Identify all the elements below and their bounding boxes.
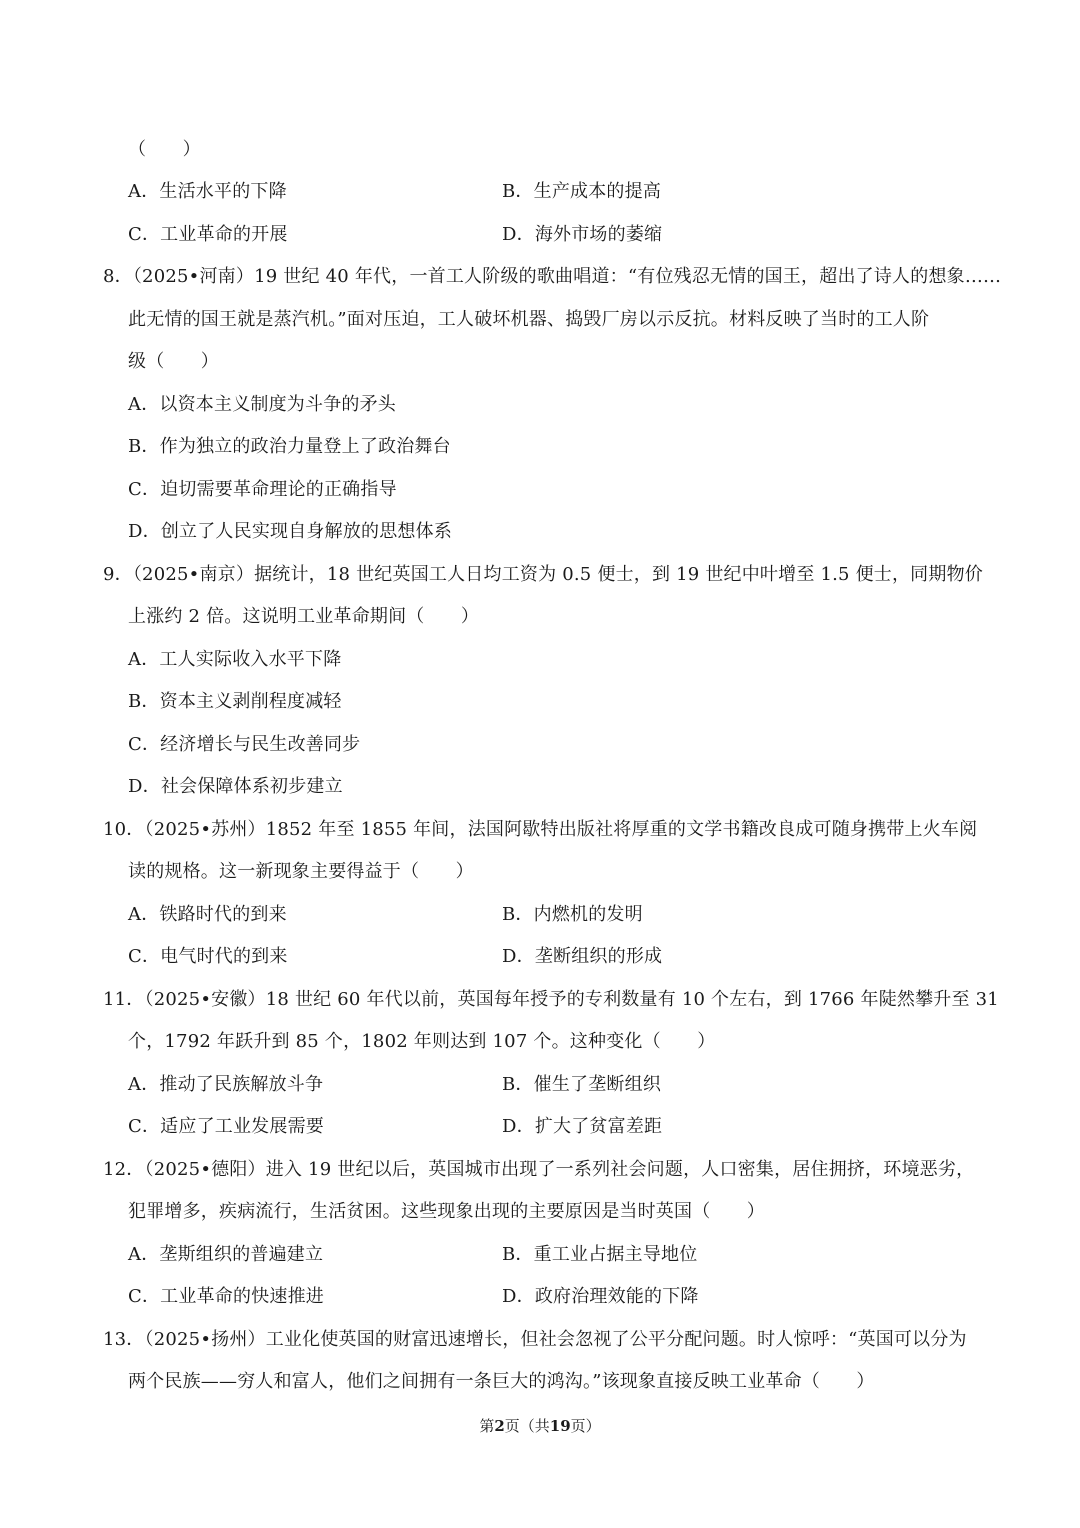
q11-stem-line2: 个，1792 年跃升到 85 个，1802 年则达到 107 个。这种变化（ ） bbox=[128, 1031, 716, 1052]
q10-option-a: A．铁路时代的到来 bbox=[128, 904, 287, 925]
q8-option-d: D．创立了人民实现自身解放的思想体系 bbox=[128, 521, 453, 542]
q12-option-c: C．工业革命的快速推进 bbox=[128, 1286, 324, 1307]
q11-option-a: A．推动了民族解放斗争 bbox=[128, 1074, 324, 1095]
q8-option-b: B．作为独立的政治力量登上了政治舞台 bbox=[128, 436, 451, 457]
q9-stem-line2: 上涨约 2 倍。这说明工业革命期间（ ） bbox=[128, 606, 480, 627]
q10-stem-line2: 读的规格。这一新现象主要得益于（ ） bbox=[128, 861, 474, 882]
q8-stem-line2: 此无情的国王就是蒸汽机。”面对压迫，工人破坏机器、捣毁厂房以示反抗。材料反映了当时的工人阶 bbox=[128, 309, 930, 330]
footer-suffix: 页） bbox=[570, 1417, 601, 1435]
q10-stem-line1: 10．（2025•苏州）1852 年至 1855 年间，法国阿歇特出版社将厚重的文学书籍改良成可随身携带上火车阅 bbox=[103, 819, 978, 840]
q9-option-b: B．资本主义剥削程度减轻 bbox=[128, 691, 342, 712]
q7-stem-tail: （ ） bbox=[128, 139, 201, 160]
q13-stem-line1: 13．（2025•扬州）工业化使英国的财富迅速增长，但社会忽视了公平分配问题。时人惊呼：“英国可以分为 bbox=[103, 1329, 967, 1350]
q7-option-b: B．生产成本的提高 bbox=[502, 181, 662, 202]
q11-option-c: C．适应了工业发展需要 bbox=[128, 1116, 324, 1137]
q9-stem-line1: 9．（2025•南京）据统计，18 世纪英国工人日均工资为 0.5 便士，到 19 世纪中叶增至 1.5 便士，同期物价 bbox=[103, 564, 983, 585]
q11-option-b: B．催生了垄断组织 bbox=[502, 1074, 662, 1095]
q10-option-b: B．内燃机的发明 bbox=[502, 904, 643, 925]
q12-option-b: B．重工业占据主导地位 bbox=[502, 1244, 698, 1265]
q12-stem-line1: 12．（2025•德阳）进入 19 世纪以后，英国城市出现了一系列社会问题，人口密集，居住拥挤，环境恶劣， bbox=[103, 1159, 975, 1180]
footer-total-pages: 19 bbox=[549, 1417, 571, 1435]
q12-option-a: A．垄斯组织的普遍建立 bbox=[128, 1244, 324, 1265]
page-footer bbox=[0, 1416, 1080, 1436]
q9-option-a: A．工人实际收入水平下降 bbox=[128, 649, 342, 670]
q12-option-d: D．政府治理效能的下降 bbox=[502, 1286, 699, 1307]
q13-stem-line2: 两个民族——穷人和富人，他们之间拥有一条巨大的鸿沟。”该现象直接反映工业革命（ ） bbox=[128, 1371, 875, 1392]
q9-option-c: C．经济增长与民生改善同步 bbox=[128, 734, 361, 755]
q7-option-d: D．海外市场的萎缩 bbox=[502, 224, 663, 245]
footer-prefix: 第 bbox=[479, 1417, 495, 1435]
q10-option-c: C．电气时代的到来 bbox=[128, 946, 288, 967]
q8-option-c: C．迫切需要革命理论的正确指导 bbox=[128, 479, 397, 500]
q7-option-a: A．生活水平的下降 bbox=[128, 181, 287, 202]
q8-stem-line1: 8．（2025•河南）19 世纪 40 年代，一首工人阶级的歌曲唱道：“有位残忍无情的国王，超出了诗人的想象…… bbox=[103, 266, 1002, 287]
q12-stem-line2: 犯罪增多，疾病流行，生活贫困。这些现象出现的主要原因是当时英国（ ） bbox=[128, 1201, 765, 1222]
footer-mid: 页（共 bbox=[504, 1417, 550, 1435]
footer-page-number: 2 bbox=[494, 1417, 505, 1435]
q11-option-d: D．扩大了贫富差距 bbox=[502, 1116, 663, 1137]
q10-option-d: D．垄断组织的形成 bbox=[502, 946, 663, 967]
q9-option-d: D．社会保障体系初步建立 bbox=[128, 776, 343, 797]
q8-option-a: A．以资本主义制度为斗争的矛头 bbox=[128, 394, 396, 415]
q11-stem-line1: 11．（2025•安徽）18 世纪 60 年代以前，英国每年授予的专利数量有 10 个左右，到 1766 年陡然攀升至 31 bbox=[103, 989, 999, 1010]
q7-option-c: C．工业革命的开展 bbox=[128, 224, 288, 245]
q8-stem-line3: 级（ ） bbox=[128, 351, 219, 372]
